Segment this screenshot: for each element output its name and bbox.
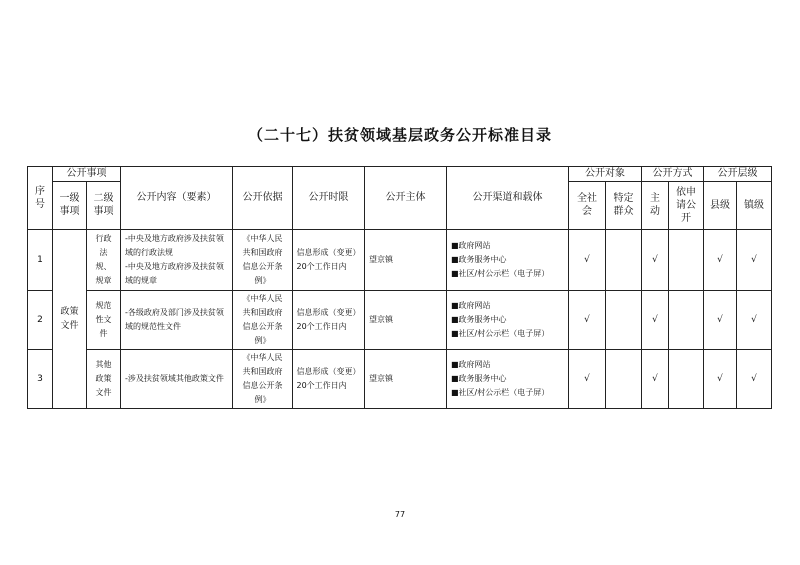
header-obj-specific: 特定群众 <box>606 182 642 230</box>
basis-cell: 《中华人民共和国政府信息公开条例》 <box>233 350 293 409</box>
check-lvl-county: √ <box>704 291 737 350</box>
header-subject: 公开主体 <box>365 167 447 230</box>
subject-cell: 望京镇 <box>365 291 447 350</box>
check-obj-all: √ <box>569 350 606 409</box>
table-row <box>28 291 772 350</box>
header-object-group: 公开对象 <box>569 167 642 182</box>
channel-cell: ■政府网站 ■政务服务中心 ■社区/村公示栏（电子屏） <box>447 291 569 350</box>
level2-cell: 其他政策文件 <box>87 350 121 409</box>
header-level-group: 公开层级 <box>704 167 772 182</box>
check-lvl-county: √ <box>704 350 737 409</box>
check-mode-apply <box>669 230 704 291</box>
row-seq: 2 <box>28 291 53 350</box>
content-cell: -中央及地方政府涉及扶贫领域的行政法规 -中央及地方政府涉及扶贫领域的规章 <box>121 230 233 291</box>
header-time-limit: 公开时限 <box>293 167 365 230</box>
check-obj-specific <box>606 350 642 409</box>
check-mode-apply <box>669 291 704 350</box>
subject-cell: 望京镇 <box>365 350 447 409</box>
level2-cell: 行政法规、规章 <box>87 230 121 291</box>
table-row <box>28 230 772 291</box>
catalog-table <box>27 166 772 409</box>
header-lvl-county: 县级 <box>704 182 737 230</box>
check-obj-all: √ <box>569 291 606 350</box>
header-level2: 二级事项 <box>87 182 121 230</box>
channel-cell: ■政府网站 ■政务服务中心 ■社区/村公示栏（电子屏） <box>447 350 569 409</box>
time-cell: 信息形成（变更）20个工作日内 <box>293 230 365 291</box>
header-level1: 一级事项 <box>53 182 87 230</box>
header-basis: 公开依据 <box>233 167 293 230</box>
subject-cell: 望京镇 <box>365 230 447 291</box>
header-mode-active: 主动 <box>642 182 669 230</box>
header-lvl-town: 镇级 <box>737 182 772 230</box>
page-number: 77 <box>394 510 406 519</box>
check-obj-specific <box>606 291 642 350</box>
table-row <box>28 350 772 409</box>
content-cell: -各级政府及部门涉及扶贫领域的规范性文件 <box>121 291 233 350</box>
header-seq: 序号 <box>28 167 53 230</box>
check-obj-specific <box>606 230 642 291</box>
basis-cell: 《中华人民共和国政府信息公开条例》 <box>233 291 293 350</box>
check-mode-active: √ <box>642 350 669 409</box>
page-title: （二十七）扶贫领域基层政务公开标准目录 <box>247 126 552 144</box>
time-cell: 信息形成（变更）20个工作日内 <box>293 291 365 350</box>
header-mode-group: 公开方式 <box>642 167 704 182</box>
basis-cell: 《中华人民共和国政府信息公开条例》 <box>233 230 293 291</box>
check-lvl-county: √ <box>704 230 737 291</box>
channel-cell: ■政府网站 ■政务服务中心 ■社区/村公示栏（电子屏） <box>447 230 569 291</box>
content-cell: -涉及扶贫领域其他政策文件 <box>121 350 233 409</box>
row-seq: 3 <box>28 350 53 409</box>
check-lvl-town: √ <box>737 291 772 350</box>
check-mode-apply <box>669 350 704 409</box>
header-mode-apply: 依申请公开 <box>669 182 704 230</box>
header-content: 公开内容（要素） <box>121 167 233 230</box>
check-lvl-town: √ <box>737 350 772 409</box>
time-cell: 信息形成（变更）20个工作日内 <box>293 350 365 409</box>
level1-cell: 政策文件 <box>53 230 87 409</box>
level2-cell: 规范性文件 <box>87 291 121 350</box>
check-mode-active: √ <box>642 230 669 291</box>
header-obj-all: 全社会 <box>569 182 606 230</box>
check-lvl-town: √ <box>737 230 772 291</box>
check-mode-active: √ <box>642 291 669 350</box>
row-seq: 1 <box>28 230 53 291</box>
header-channel: 公开渠道和载体 <box>447 167 569 230</box>
check-obj-all: √ <box>569 230 606 291</box>
header-matter-group: 公开事项 <box>53 167 121 182</box>
header-row-1 <box>28 167 772 182</box>
